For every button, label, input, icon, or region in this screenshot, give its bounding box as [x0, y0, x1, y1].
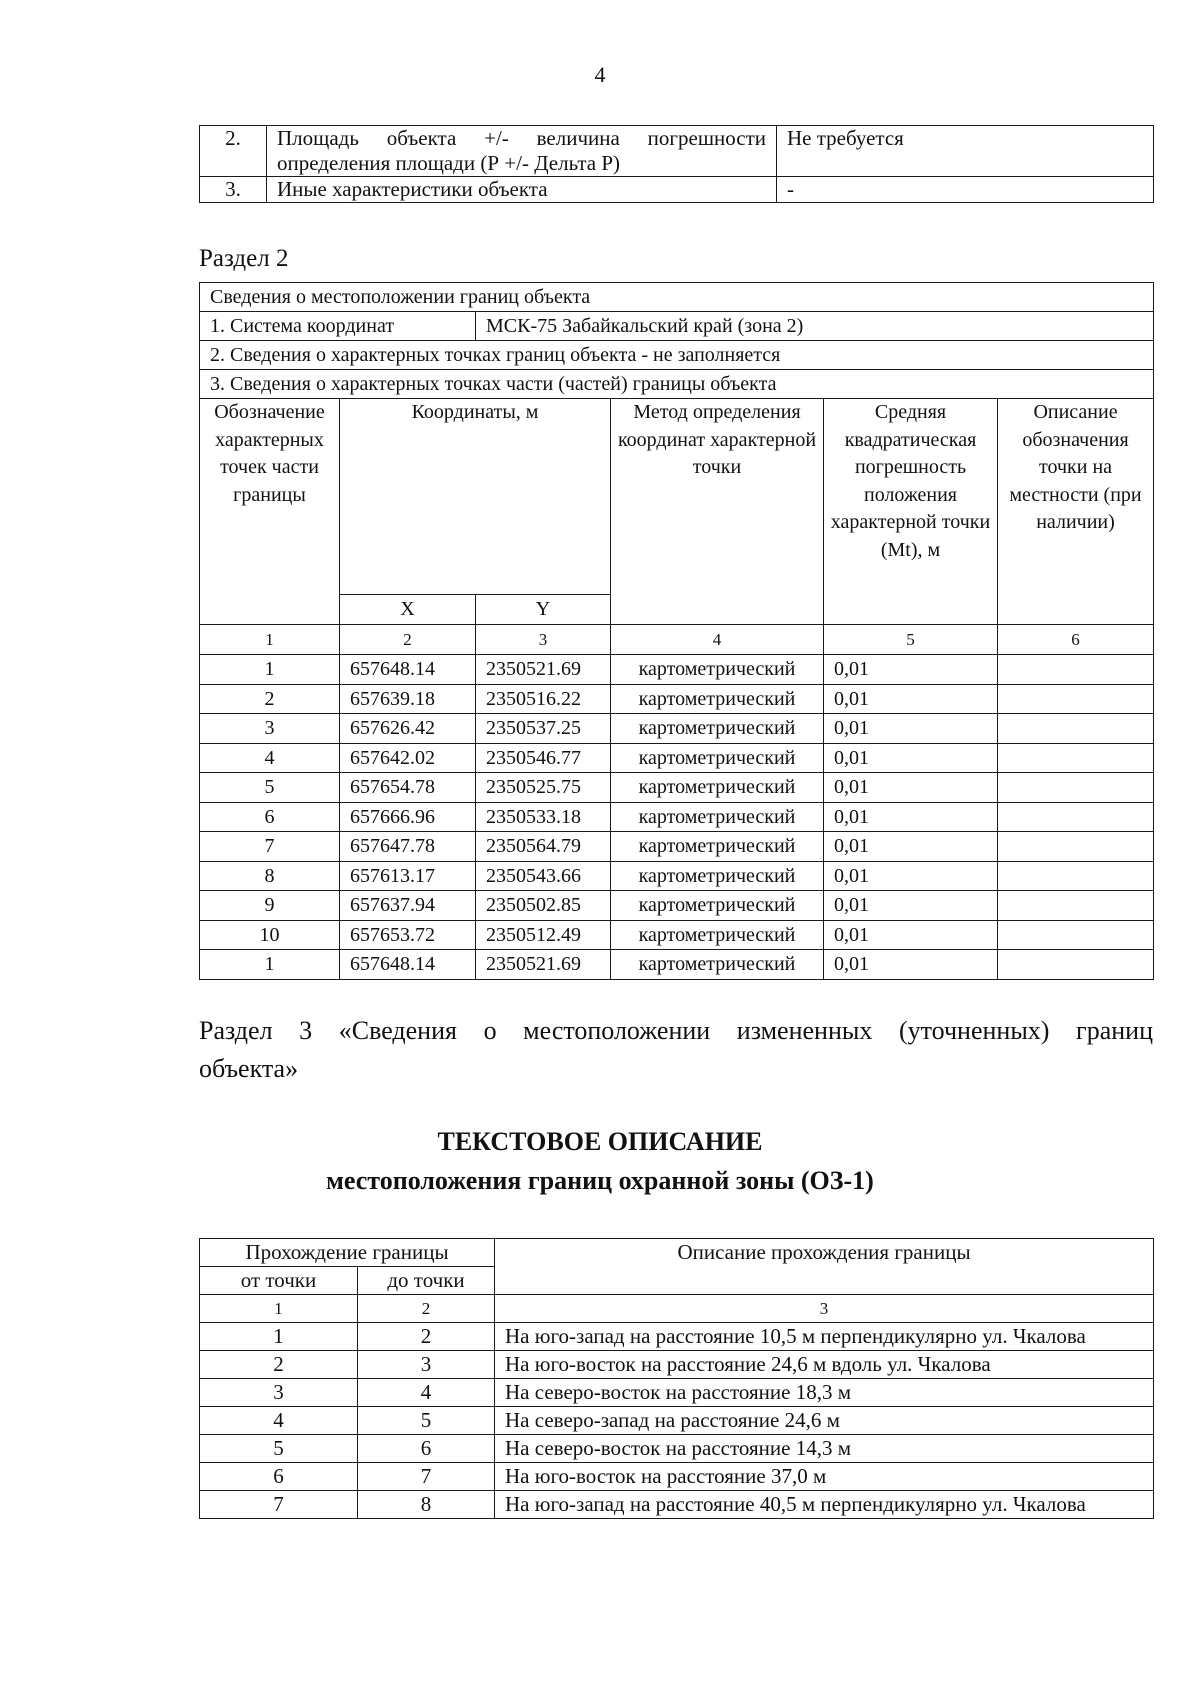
from-point: 5: [200, 1435, 358, 1463]
method: картометрический: [611, 832, 824, 862]
method: картометрический: [611, 891, 824, 921]
coord-x: 657639.18: [340, 684, 476, 714]
from-point: 7: [200, 1491, 358, 1519]
coord-x: 657626.42: [340, 714, 476, 744]
table-row: [200, 802, 1154, 832]
table-row: [200, 1491, 1154, 1519]
coord-system-label: 1. Система координат: [200, 312, 476, 341]
point-description: [998, 802, 1154, 832]
boundary-points-table: [199, 282, 1154, 980]
table-row: [200, 773, 1154, 803]
coord-x: 657654.78: [340, 773, 476, 803]
section-3-line2: объекта»: [199, 1054, 299, 1083]
section-title: Сведения о местоположении границ объекта: [200, 283, 1154, 312]
coord-y: 2350521.69: [476, 950, 611, 980]
accuracy: 0,01: [824, 773, 998, 803]
header-coords: Координаты, м: [340, 399, 611, 595]
table-row: [200, 1407, 1154, 1435]
boundary-description-table: [199, 1238, 1154, 1519]
to-point: 4: [358, 1379, 495, 1407]
point-number: 2: [200, 684, 340, 714]
coord-y: 2350512.49: [476, 920, 611, 950]
passage-description: На северо-запад на расстояние 24,6 м: [495, 1407, 1154, 1435]
to-point: 8: [358, 1491, 495, 1519]
characteristic-value: Не требуется: [777, 126, 1154, 177]
header-description: Описание обозначения точки на местности (при наличии): [998, 399, 1154, 625]
passage-description: На юго-восток на расстояние 37,0 м: [495, 1463, 1154, 1491]
passage-description: На северо-восток на расстояние 14,3 м: [495, 1435, 1154, 1463]
method: картометрический: [611, 773, 824, 803]
header-x: X: [340, 595, 476, 625]
col-number: 6: [998, 625, 1154, 655]
method: картометрический: [611, 684, 824, 714]
header-y: Y: [476, 595, 611, 625]
table-row: [200, 714, 1154, 744]
col-number: 5: [824, 625, 998, 655]
header-designation: Обозначение характерных точек части границы: [200, 399, 340, 625]
to-point: 2: [358, 1323, 495, 1351]
coord-y: 2350533.18: [476, 802, 611, 832]
coord-y: 2350543.66: [476, 861, 611, 891]
coord-x: 657666.96: [340, 802, 476, 832]
coord-y: 2350546.77: [476, 743, 611, 773]
passage-description: На юго-запад на расстояние 40,5 м перпендикулярно ул. Чкалова: [495, 1491, 1154, 1519]
coord-system-value: МСК-75 Забайкальский край (зона 2): [476, 312, 1154, 341]
point-number: 1: [200, 655, 340, 685]
header-from: от точки: [200, 1267, 358, 1295]
object-characteristics-table: [199, 125, 1154, 203]
table-row: [200, 655, 1154, 685]
method: картометрический: [611, 950, 824, 980]
accuracy: 0,01: [824, 861, 998, 891]
from-point: 6: [200, 1463, 358, 1491]
coord-x: 657647.78: [340, 832, 476, 862]
coord-x: 657653.72: [340, 920, 476, 950]
from-point: 3: [200, 1379, 358, 1407]
header-to: до точки: [358, 1267, 495, 1295]
passage-description: На юго-запад на расстояние 10,5 м перпендикулярно ул. Чкалова: [495, 1323, 1154, 1351]
accuracy: 0,01: [824, 655, 998, 685]
point-number: 10: [200, 920, 340, 950]
table-row: [200, 832, 1154, 862]
col-number: 3: [476, 625, 611, 655]
table-row: [200, 1463, 1154, 1491]
point-description: [998, 832, 1154, 862]
section-2-heading: Раздел 2: [199, 245, 289, 272]
point-number: 8: [200, 861, 340, 891]
coord-y: 2350521.69: [476, 655, 611, 685]
accuracy: 0,01: [824, 920, 998, 950]
point-description: [998, 773, 1154, 803]
header-accuracy: Средняя квадратическая погрешность положения характерной точки (Mt), м: [824, 399, 998, 625]
accuracy: 0,01: [824, 950, 998, 980]
point-description: [998, 743, 1154, 773]
method: картометрический: [611, 861, 824, 891]
passage-description: На северо-восток на расстояние 18,3 м: [495, 1379, 1154, 1407]
table-row: [200, 861, 1154, 891]
to-point: 7: [358, 1463, 495, 1491]
point-description: [998, 714, 1154, 744]
point-number: 4: [200, 743, 340, 773]
to-point: 6: [358, 1435, 495, 1463]
coord-x: 657648.14: [340, 950, 476, 980]
point-number: 9: [200, 891, 340, 921]
text-description-title: ТЕКСТОВОЕ ОПИСАНИЕ: [437, 1127, 763, 1156]
col-number: 4: [611, 625, 824, 655]
section-3-line1: Раздел 3 «Сведения о местоположении измененных (уточненных) границ: [199, 1016, 1153, 1045]
to-point: 3: [358, 1351, 495, 1379]
table-row: [200, 891, 1154, 921]
part-points-title: 3. Сведения о характерных точках части (частей) границы объекта: [200, 370, 1154, 399]
col-number: 1: [200, 625, 340, 655]
accuracy: 0,01: [824, 802, 998, 832]
col-number: 2: [358, 1295, 495, 1323]
method: картометрический: [611, 655, 824, 685]
point-description: [998, 684, 1154, 714]
coord-x: 657648.14: [340, 655, 476, 685]
coord-x: 657613.17: [340, 861, 476, 891]
from-point: 2: [200, 1351, 358, 1379]
point-number: 7: [200, 832, 340, 862]
to-point: 5: [358, 1407, 495, 1435]
point-number: 3: [200, 714, 340, 744]
passage-description: На юго-восток на расстояние 24,6 м вдоль ул. Чкалова: [495, 1351, 1154, 1379]
col-number: 1: [200, 1295, 358, 1323]
header-description: Описание прохождения границы: [495, 1239, 1154, 1295]
header-passage: Прохождение границы: [200, 1239, 495, 1267]
characteristic-value: -: [777, 177, 1154, 203]
characteristic-name: Площадь объекта +/- величина погрешности определения площади (Р +/- Дельта Р): [267, 126, 777, 177]
table-row: [200, 950, 1154, 980]
coord-y: 2350564.79: [476, 832, 611, 862]
table-row: [200, 177, 1154, 203]
points-note: 2. Сведения о характерных точках границ объекта - не заполняется: [200, 341, 1154, 370]
coord-y: 2350516.22: [476, 684, 611, 714]
characteristic-name: Иные характеристики объекта: [267, 177, 777, 203]
point-number: 1: [200, 950, 340, 980]
from-point: 4: [200, 1407, 358, 1435]
method: картометрический: [611, 920, 824, 950]
table-row: [200, 126, 1154, 177]
page-number: 4: [594, 62, 606, 87]
table-row: [200, 1435, 1154, 1463]
text-description-subtitle: местоположения границ охранной зоны (ОЗ-1): [326, 1166, 874, 1195]
table-row: [200, 743, 1154, 773]
point-description: [998, 861, 1154, 891]
point-description: [998, 891, 1154, 921]
coord-y: 2350537.25: [476, 714, 611, 744]
row-number: 2.: [200, 126, 267, 177]
row-number: 3.: [200, 177, 267, 203]
point-number: 5: [200, 773, 340, 803]
point-description: [998, 920, 1154, 950]
from-point: 1: [200, 1323, 358, 1351]
col-number: 3: [495, 1295, 1154, 1323]
coord-x: 657637.94: [340, 891, 476, 921]
accuracy: 0,01: [824, 714, 998, 744]
point-description: [998, 655, 1154, 685]
accuracy: 0,01: [824, 743, 998, 773]
header-method: Метод определения координат характерной точки: [611, 399, 824, 625]
coord-x: 657642.02: [340, 743, 476, 773]
col-number: 2: [340, 625, 476, 655]
point-number: 6: [200, 802, 340, 832]
table-row: [200, 1323, 1154, 1351]
accuracy: 0,01: [824, 832, 998, 862]
table-row: [200, 684, 1154, 714]
method: картометрический: [611, 802, 824, 832]
method: картометрический: [611, 714, 824, 744]
method: картометрический: [611, 743, 824, 773]
table-row: [200, 1351, 1154, 1379]
accuracy: 0,01: [824, 891, 998, 921]
table-row: [200, 920, 1154, 950]
coord-y: 2350502.85: [476, 891, 611, 921]
coord-y: 2350525.75: [476, 773, 611, 803]
point-description: [998, 950, 1154, 980]
accuracy: 0,01: [824, 684, 998, 714]
table-row: [200, 1379, 1154, 1407]
